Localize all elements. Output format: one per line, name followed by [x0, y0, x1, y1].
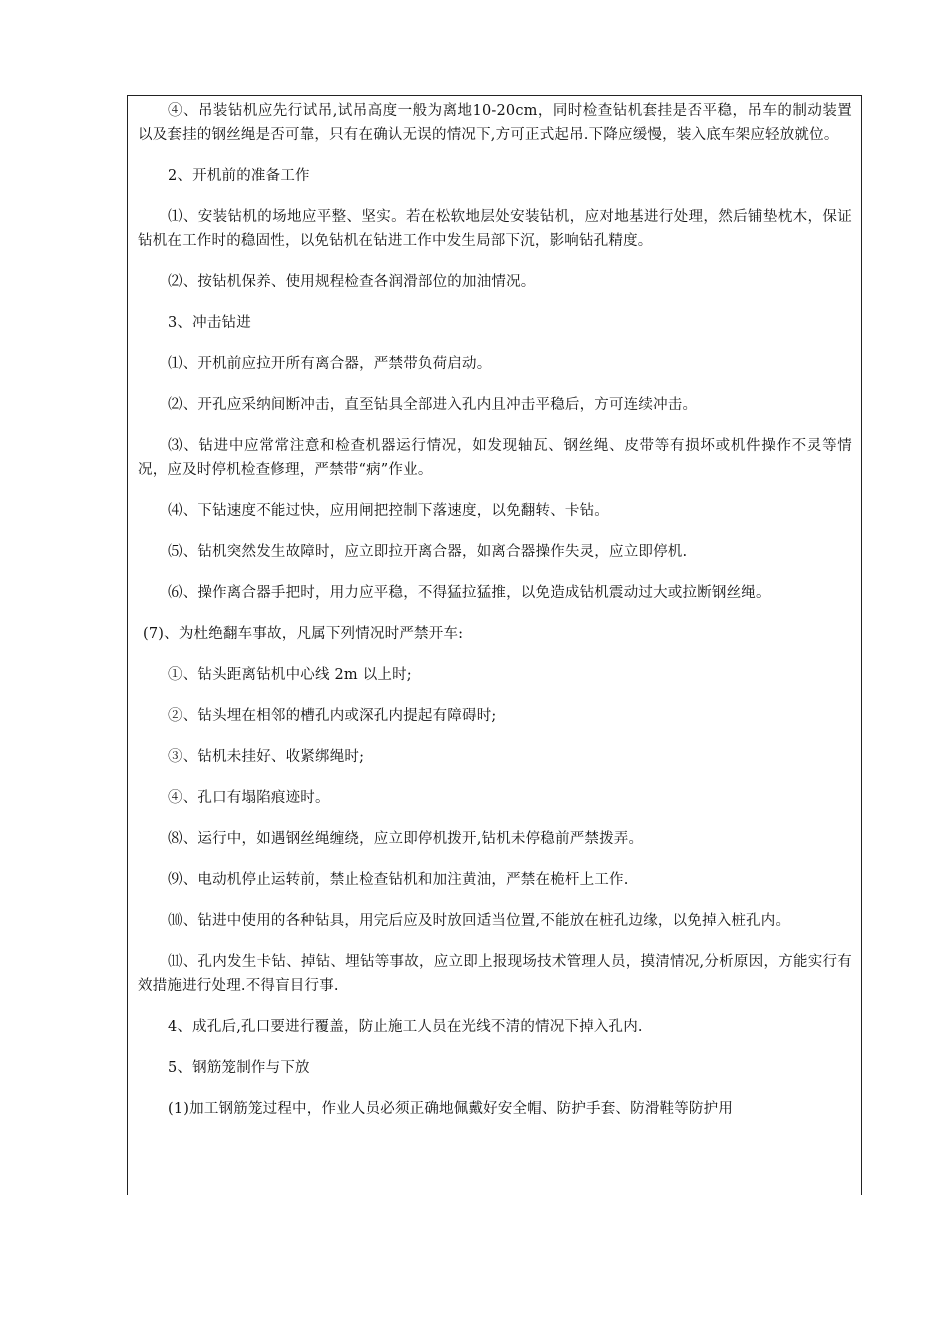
paragraph: ⑷、下钻速度不能过快，应用闸把控制下落速度，以免翻转、卡钻。 — [168, 503, 609, 519]
section-heading: 2、开机前的准备工作 — [168, 168, 310, 184]
list-item: ②、钻头埋在相邻的槽孔内或深孔内提起有障碍时; — [168, 708, 497, 724]
paragraph: (7)、为杜绝翻车事故，凡属下列情况时严禁开车: — [143, 626, 464, 642]
list-item: ④、孔口有塌陷痕迹时。 — [168, 790, 330, 806]
document-body — [138, 95, 852, 1121]
paragraph: ⑽、钻进中使用的各种钻具，用完后应及时放回适当位置,不能放在桩孔边缘，以免掉入桩孔内。 — [168, 913, 791, 929]
list-item: ①、钻头距离钻机中心线 2m 以上时; — [168, 667, 412, 683]
paragraph: ⑻、运行中，如遇钢丝绳缠绕，应立即停机拨开,钻机未停稳前严禁拨弄。 — [168, 831, 644, 847]
paragraph: ⑴、开机前应拉开所有离合器，严禁带负荷启动。 — [168, 356, 492, 372]
paragraph: ⑵、开孔应采纳间断冲击，直至钻具全部进入孔内且冲击平稳后，方可连续冲击。 — [168, 397, 698, 413]
paragraph: ⑸、钻机突然发生故障时，应立即拉开离合器，如离合器操作失灵，应立即停机. — [168, 544, 688, 560]
paragraph: ⑹、操作离合器手把时，用力应平稳，不得猛拉猛推，以免造成钻机震动过大或拉断钢丝绳。 — [168, 585, 771, 601]
paragraph: (1)加工钢筋笼过程中，作业人员必须正确地佩戴好安全帽、防护手套、防滑鞋等防护用 — [168, 1101, 734, 1117]
paragraph: 4、成孔后,孔口要进行覆盖，防止施工人员在光线不清的情况下掉入孔内. — [168, 1019, 643, 1035]
paragraph: ⑾、孔内发生卡钻、掉钻、埋钻等事故，应立即上报现场技术管理人员，摸清情况,分析原因，方能实行有效措施进行处理.不得盲目行事. — [138, 954, 852, 994]
list-item: ③、钻机未挂好、收紧绑绳时; — [168, 749, 365, 765]
section-heading: 3、冲击钻进 — [168, 315, 251, 331]
paragraph: ④、吊装钻机应先行试吊,试吊高度一般为离地10-20cm，同时检查钻机套挂是否平稳，吊车的制动装置以及套挂的钢丝绳是否可靠，只有在确认无误的情况下,方可正式起吊.下降应缓慢，装入底车架应轻放就位。 — [138, 103, 852, 143]
section-heading: 5、钢筋笼制作与下放 — [168, 1060, 310, 1076]
paragraph: ⑼、电动机停止运转前，禁止检查钻机和加注黄油，严禁在桅杆上工作. — [168, 872, 629, 888]
paragraph: ⑶、钻进中应常常注意和检查机器运行情况，如发现轴瓦、钢丝绳、皮带等有损坏或机件操作不灵等情况，应及时停机检查修理，严禁带“病”作业。 — [138, 438, 852, 478]
paragraph: ⑴、安装钻机的场地应平整、坚实。若在松软地层处安装钻机，应对地基进行处理，然后铺垫枕木，保证钻机在工作时的稳固性，以免钻机在钻进工作中发生局部下沉，影响钻孔精度。 — [138, 209, 852, 249]
paragraph: ⑵、按钻机保养、使用规程检查各润滑部位的加油情况。 — [168, 274, 536, 290]
